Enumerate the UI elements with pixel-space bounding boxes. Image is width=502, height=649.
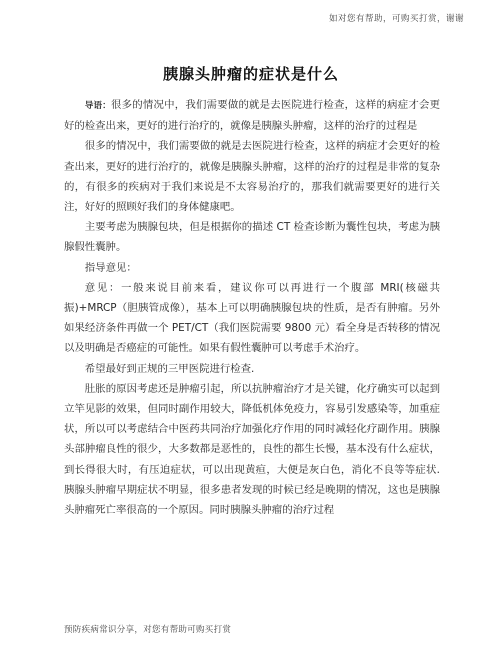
body-paragraph-2: 主要考虑为胰腺包块，但是根据你的描述 CT 检查诊断为囊性包块，考虑为胰腺假性囊肿。 — [64, 221, 440, 254]
footer-note: 预防疾病常识分享，对您有帮助可购买打赏 — [64, 625, 232, 635]
body-paragraph-1: 很多的情况中，我们需要做的就是去医院进行检查，这样的病症才会更好的检查出来，更好的进行治疗的，就像是胰腺头肿瘤，这样的治疗的过程是非常的复杂的，有很多的疾病对于我们来说是不太容易治疗的，那我们就需要更好的进行关注，好好的照顾好我们的身体健康吧。 — [64, 140, 440, 214]
document-title: 胰腺头肿瘤的症状是什么 — [162, 65, 339, 83]
body-paragraph-4: 希望最好到正规的三甲医院进行检查. — [84, 362, 255, 375]
lead-label: 导语： — [84, 101, 111, 111]
lead-paragraph — [64, 95, 440, 136]
guidance-heading: 指导意见： — [84, 261, 137, 274]
document-body — [64, 95, 440, 520]
body-paragraph-5: 肚胀的原因考虑还是肿瘤引起，所以抗肿瘤治疗才是关键，化疗确实可以起到立竿见影的效果，但同时副作用较大，降低机体免疫力，容易引发感染等，加重症状，所以可以考虑结合中医药共同治疗加强化疗作用的同时减轻化疗副作用。胰腺头部肿瘤良性的很少，大多数都是恶性的，良性的都生长慢，基本没有什么症状，到长得很大时，有压迫症状，可以出现黄疸，大便是灰白色，消化不良等等症状.胰腺头肿瘤早期症状不明显，很多患者发现的时候已经是晚期的情况，这也是胰腺头肿瘤死亡率很高的一个原因。同时胰腺头肿瘤的治疗过程 — [64, 382, 440, 517]
lead-text: 很多的情况中，我们需要做的就是去医院进行检查，这样的病症才会更好的检查出来，更好的进行治疗的，就像是胰腺头肿瘤，这样的治疗的过程是 — [64, 99, 440, 133]
body-paragraph-3: 意见：一般来说目前来看，建议你可以再进行一个腹部 MRI(核磁共振)+MRCP（胆胰管成像），基本上可以明确胰腺包块的性质，是否有肿瘤。另外如果经济条件再做一个 PET/CT（我们医院需要 9800 元）看全身是否转移的情况以及明确是否癌症的可能性。如果有假性囊肿可以考虑手术治疗。 — [64, 281, 440, 355]
header-note: 如对您有帮助，可购买打赏，谢谢 — [328, 14, 464, 24]
